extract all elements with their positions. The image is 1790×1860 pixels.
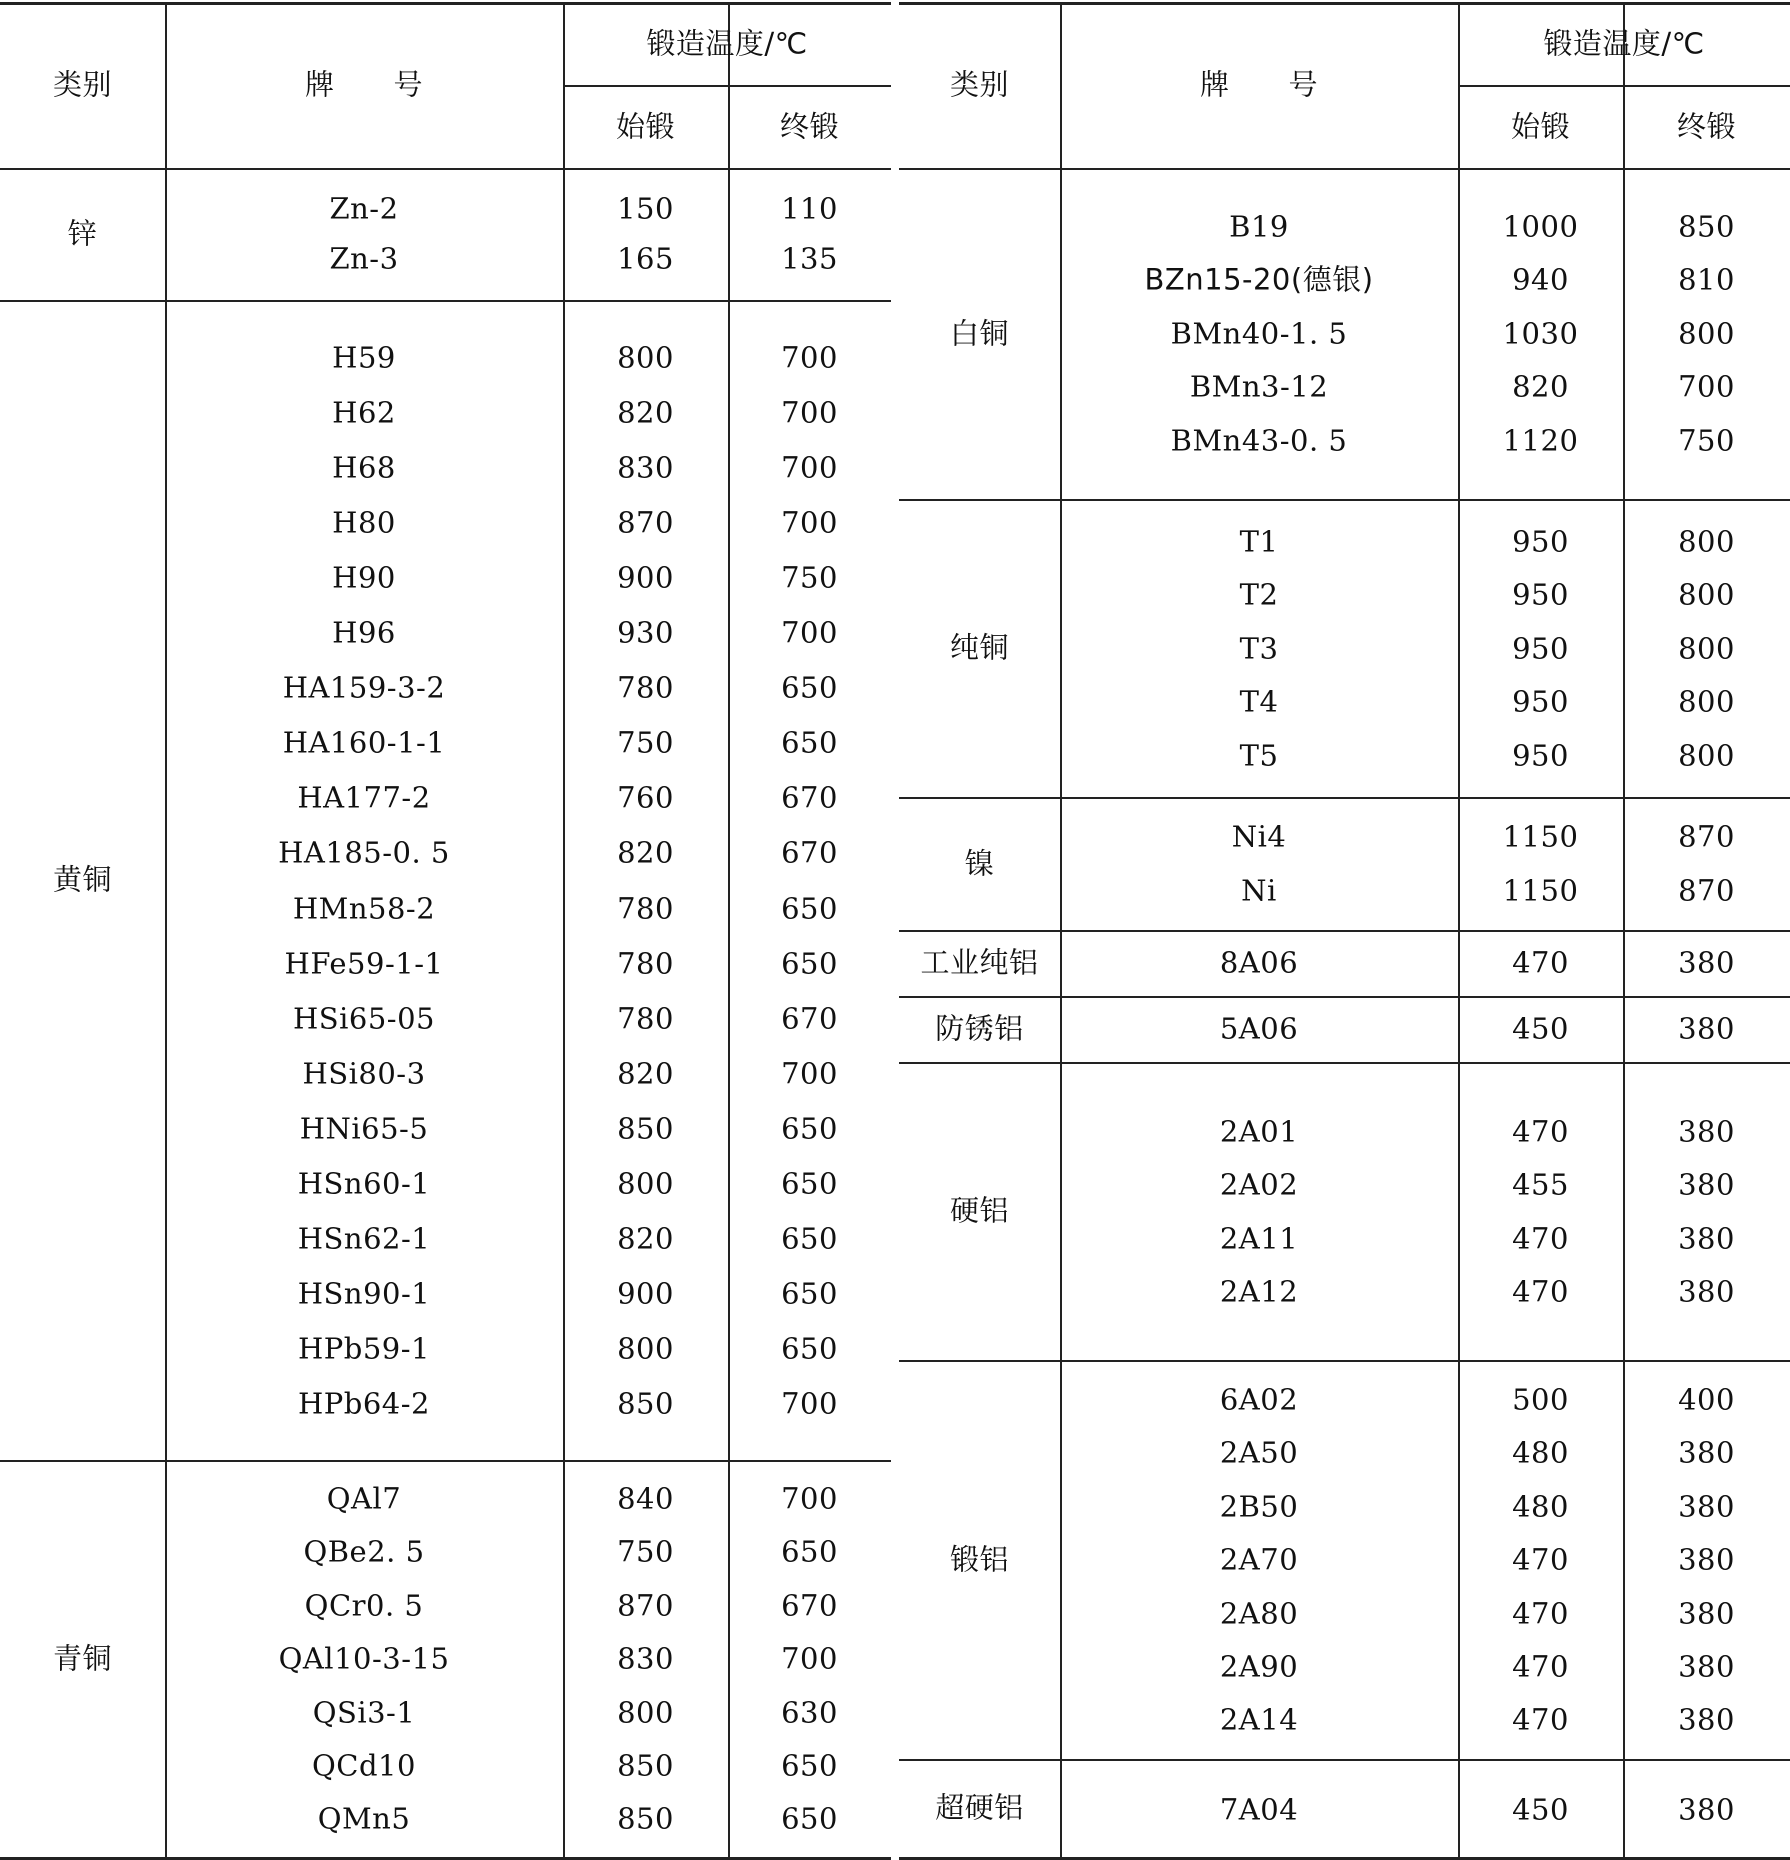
left-start-temp-cell: 850	[617, 1801, 674, 1836]
left-start-temp-cell: 760	[617, 780, 674, 815]
left-finish-temp-cell: 670	[781, 780, 838, 815]
left-grade-cell: HA185-0. 5	[278, 835, 450, 870]
left-finish-temp-cell: 650	[781, 891, 838, 925]
left-grade-cell: H59	[332, 340, 396, 375]
left-start-temp-cell: 800	[617, 340, 674, 375]
right-finish-temp-cell: 380	[1678, 1114, 1735, 1149]
header-bottom-rule	[0, 168, 891, 170]
right-start-temp-cell: 950	[1512, 577, 1569, 612]
left-finish-temp-cell: 650	[781, 1748, 838, 1783]
left-start-temp-cell: 165	[617, 241, 674, 276]
right-category-label: 硬铝	[949, 1193, 1010, 1228]
left-start-temp-cell: 830	[617, 1641, 674, 1676]
left-start-temp-cell: 850	[617, 1748, 674, 1783]
left-start-temp-cell: 820	[617, 835, 674, 870]
left-start-temp-cell: 150	[617, 191, 674, 226]
left-start-temp-cell: 750	[617, 725, 674, 760]
right-start-temp-cell: 450	[1512, 1792, 1569, 1827]
left-finish-temp-cell: 670	[781, 1001, 838, 1036]
right-start-temp-cell: 470	[1512, 1596, 1569, 1631]
left-finish-temp-cell: 650	[781, 670, 838, 705]
left-finish-temp-cell: 650	[781, 1221, 838, 1256]
left-start-temp-cell: 900	[617, 560, 674, 595]
left-finish-temp-cell: 110	[781, 191, 838, 226]
left-finish-temp-cell: 670	[781, 835, 838, 870]
right-grade-cell: 2A50	[1219, 1435, 1299, 1470]
right-grade-cell: 8A06	[1219, 945, 1299, 980]
right-header-grade: 牌 号	[1199, 67, 1319, 102]
left-start-temp-cell: 820	[617, 395, 674, 430]
right-grade-cell: BMn43-0. 5	[1170, 423, 1348, 458]
right-finish-temp-cell: 800	[1678, 684, 1735, 719]
right-grade-cell: Ni	[1241, 873, 1277, 908]
left-header-finish: 终锻	[779, 109, 840, 144]
left-grade-cell: Zn-2	[329, 191, 399, 226]
left-grade-cell: QSi3-1	[312, 1695, 416, 1730]
right-category-label: 锻铝	[949, 1542, 1010, 1576]
right-finish-temp-cell: 800	[1678, 577, 1735, 612]
left-finish-temp-cell: 700	[781, 615, 838, 650]
right-grade-cell: Ni4	[1231, 819, 1287, 854]
right-finish-temp-cell: 800	[1678, 524, 1735, 559]
left-finish-temp-cell: 135	[781, 241, 838, 276]
right-finish-temp-cell: 870	[1678, 873, 1735, 908]
right-finish-temp-cell: 380	[1678, 1792, 1735, 1827]
right-grade-cell: 2A12	[1219, 1274, 1299, 1309]
right-finish-temp-cell: 380	[1678, 1167, 1735, 1202]
right-finish-temp-cell: 380	[1678, 1702, 1735, 1737]
left-grade-cell: HA177-2	[297, 780, 431, 815]
right-finish-temp-cell: 380	[1678, 1649, 1735, 1684]
right-start-temp-cell: 480	[1512, 1435, 1569, 1470]
left-finish-temp-cell: 700	[781, 1386, 838, 1421]
left-start-temp-cell: 850	[617, 1386, 674, 1421]
right-category-label: 纯铜	[949, 630, 1010, 665]
right-header-forging-temp: 锻造温度/℃	[1543, 26, 1705, 61]
right-grade-cell: 2A11	[1219, 1221, 1299, 1256]
group-divider	[899, 996, 1790, 998]
left-category-label: 青铜	[52, 1641, 113, 1675]
right-finish-temp-cell: 870	[1678, 819, 1735, 854]
left-finish-temp-cell: 700	[781, 340, 838, 375]
right-grade-cell: T4	[1239, 684, 1279, 719]
right-start-temp-cell: 470	[1512, 1542, 1569, 1577]
left-finish-temp-cell: 700	[781, 1641, 838, 1676]
right-finish-temp-cell: 380	[1678, 945, 1735, 980]
left-header-grade: 牌 号	[304, 67, 424, 102]
group-divider	[0, 1460, 891, 1462]
left-finish-temp-cell: 650	[781, 725, 838, 760]
right-grade-cell: 6A02	[1219, 1382, 1299, 1417]
right-finish-temp-cell: 700	[1678, 369, 1735, 404]
group-divider	[899, 1759, 1790, 1761]
right-finish-temp-cell: 810	[1678, 262, 1735, 297]
top-border	[0, 2, 891, 5]
right-header-finish: 终锻	[1676, 109, 1737, 144]
left-start-temp-cell: 780	[617, 946, 674, 981]
right-start-temp-cell: 470	[1512, 1274, 1569, 1309]
right-start-temp-cell: 480	[1512, 1489, 1569, 1524]
right-grade-cell: T1	[1239, 524, 1279, 559]
left-grade-cell: HSn62-1	[297, 1221, 431, 1256]
right-start-temp-cell: 950	[1512, 738, 1569, 773]
right-category-label: 镍	[964, 846, 995, 880]
left-grade-cell: QBe2. 5	[303, 1534, 425, 1569]
right-finish-temp-cell: 380	[1678, 1011, 1735, 1046]
left-finish-temp-cell: 700	[781, 505, 838, 540]
left-start-temp-cell: 780	[617, 891, 674, 925]
left-start-temp-cell: 840	[617, 1481, 674, 1516]
right-grade-cell: T3	[1239, 631, 1279, 666]
left-grade-cell: HSn60-1	[297, 1166, 431, 1201]
left-finish-temp-cell: 750	[781, 560, 838, 595]
column-rule	[165, 2, 167, 1857]
right-start-temp-cell: 500	[1512, 1382, 1569, 1417]
left-grade-cell: HSi65-05	[292, 1001, 436, 1036]
left-finish-temp-cell: 650	[781, 1276, 838, 1311]
left-finish-temp-cell: 700	[781, 450, 838, 485]
group-divider	[899, 1360, 1790, 1362]
left-finish-temp-cell: 700	[781, 395, 838, 430]
left-grade-cell: HSn90-1	[297, 1276, 431, 1311]
header-bottom-rule	[899, 168, 1790, 170]
left-finish-temp-cell: 650	[781, 946, 838, 981]
right-start-temp-cell: 1120	[1502, 423, 1579, 458]
left-grade-cell: HSi80-3	[302, 1056, 426, 1091]
right-grade-cell: BMn3-12	[1189, 369, 1329, 404]
left-start-temp-cell: 800	[617, 1331, 674, 1366]
left-grade-cell: HA160-1-1	[282, 725, 446, 760]
right-finish-temp-cell: 850	[1678, 209, 1735, 244]
left-finish-temp-cell: 650	[781, 1331, 838, 1366]
left-category-label: 黄铜	[52, 862, 113, 897]
left-grade-cell: QAl7	[326, 1481, 402, 1516]
left-grade-cell: QMn5	[317, 1801, 411, 1836]
right-finish-temp-cell: 380	[1678, 1274, 1735, 1309]
right-finish-temp-cell: 380	[1678, 1435, 1735, 1470]
left-start-temp-cell: 820	[617, 1221, 674, 1256]
left-header-forging-temp: 锻造温度/℃	[646, 26, 808, 61]
left-grade-cell: HFe59-1-1	[284, 946, 444, 981]
right-start-temp-cell: 1150	[1502, 873, 1579, 908]
group-divider	[899, 930, 1790, 932]
right-category-label: 防锈铝	[935, 1011, 1024, 1046]
left-grade-cell: H90	[332, 560, 396, 595]
right-category-label: 工业纯铝	[920, 945, 1039, 980]
column-rule	[728, 2, 730, 1857]
right-header-category: 类别	[949, 67, 1010, 102]
top-border	[899, 2, 1790, 5]
right-grade-cell: 2A90	[1219, 1649, 1299, 1684]
left-grade-cell: QCd10	[312, 1748, 416, 1783]
left-finish-temp-cell: 650	[781, 1111, 838, 1146]
right-start-temp-cell: 820	[1512, 369, 1569, 404]
left-start-temp-cell: 930	[617, 615, 674, 650]
right-start-temp-cell: 470	[1512, 1221, 1569, 1256]
left-header-category: 类别	[52, 67, 113, 102]
right-start-temp-cell: 950	[1512, 684, 1569, 719]
right-grade-cell: BZn15-20(德银)	[1144, 262, 1374, 297]
left-finish-temp-cell: 630	[781, 1695, 838, 1730]
right-finish-temp-cell: 380	[1678, 1596, 1735, 1631]
left-start-temp-cell: 800	[617, 1166, 674, 1201]
left-finish-temp-cell: 650	[781, 1534, 838, 1569]
right-finish-temp-cell: 750	[1678, 423, 1735, 458]
right-finish-temp-cell: 800	[1678, 316, 1735, 351]
group-divider	[899, 499, 1790, 501]
right-finish-temp-cell: 400	[1678, 1382, 1735, 1417]
group-divider	[899, 797, 1790, 799]
right-start-temp-cell: 470	[1512, 1702, 1569, 1737]
right-grade-cell: 2A80	[1219, 1596, 1299, 1631]
right-start-temp-cell: 470	[1512, 1114, 1569, 1149]
left-grade-cell: QAl10-3-15	[278, 1641, 450, 1676]
right-grade-cell: 2B50	[1219, 1489, 1299, 1524]
left-grade-cell: HNi65-5	[299, 1111, 429, 1146]
left-start-temp-cell: 820	[617, 1056, 674, 1091]
left-grade-cell: H68	[332, 450, 396, 485]
right-start-temp-cell: 950	[1512, 631, 1569, 666]
left-start-temp-cell: 850	[617, 1111, 674, 1146]
left-start-temp-cell: 800	[617, 1695, 674, 1730]
left-finish-temp-cell: 650	[781, 1166, 838, 1201]
right-grade-cell: 2A70	[1219, 1542, 1299, 1577]
right-start-temp-cell: 470	[1512, 945, 1569, 980]
right-start-temp-cell: 450	[1512, 1011, 1569, 1046]
left-grade-cell: HA159-3-2	[282, 670, 446, 705]
right-start-temp-cell: 940	[1512, 262, 1569, 297]
right-grade-cell: 5A06	[1219, 1011, 1299, 1046]
left-start-temp-cell: 830	[617, 450, 674, 485]
right-category-label: 白铜	[949, 316, 1010, 350]
right-start-temp-cell: 1030	[1502, 316, 1579, 351]
left-grade-cell: HPb64-2	[297, 1386, 431, 1421]
right-grade-cell: 2A02	[1219, 1167, 1299, 1202]
left-grade-cell: H96	[332, 615, 396, 650]
right-start-temp-cell: 470	[1512, 1649, 1569, 1684]
left-grade-cell: HMn58-2	[292, 891, 436, 925]
right-finish-temp-cell: 800	[1678, 631, 1735, 666]
left-start-temp-cell: 750	[617, 1534, 674, 1569]
left-grade-cell: H80	[332, 505, 396, 540]
right-start-temp-cell: 950	[1512, 524, 1569, 559]
left-grade-cell: QCr0. 5	[304, 1588, 424, 1623]
left-start-temp-cell: 780	[617, 670, 674, 705]
right-finish-temp-cell: 380	[1678, 1489, 1735, 1524]
left-grade-cell: Zn-3	[329, 241, 399, 276]
group-divider	[899, 1062, 1790, 1064]
group-divider	[0, 300, 891, 302]
right-category-label: 超硬铝	[935, 1790, 1024, 1825]
right-grade-cell: B19	[1229, 209, 1289, 244]
right-finish-temp-cell: 380	[1678, 1542, 1735, 1577]
right-grade-cell: T5	[1239, 738, 1279, 773]
left-start-temp-cell: 780	[617, 1001, 674, 1036]
left-start-temp-cell: 870	[617, 505, 674, 540]
right-grade-cell: 2A14	[1219, 1702, 1299, 1737]
right-start-temp-cell: 1150	[1502, 819, 1579, 854]
left-start-temp-cell: 900	[617, 1276, 674, 1311]
right-finish-temp-cell: 380	[1678, 1221, 1735, 1256]
right-finish-temp-cell: 800	[1678, 738, 1735, 773]
left-grade-cell: HPb59-1	[297, 1331, 431, 1366]
right-grade-cell: T2	[1239, 577, 1279, 612]
right-header-start: 始锻	[1510, 109, 1571, 144]
right-start-temp-cell: 1000	[1502, 209, 1579, 244]
left-header-start: 始锻	[615, 109, 676, 144]
left-finish-temp-cell: 670	[781, 1588, 838, 1623]
right-grade-cell: 2A01	[1219, 1114, 1299, 1149]
left-start-temp-cell: 870	[617, 1588, 674, 1623]
right-grade-cell: 7A04	[1219, 1792, 1299, 1827]
left-category-label: 锌	[67, 216, 98, 251]
header-divider	[563, 85, 891, 87]
column-rule	[563, 2, 565, 1857]
left-finish-temp-cell: 650	[781, 1801, 838, 1836]
left-finish-temp-cell: 700	[781, 1056, 838, 1091]
right-start-temp-cell: 455	[1512, 1167, 1569, 1202]
left-grade-cell: H62	[332, 395, 396, 430]
left-finish-temp-cell: 700	[781, 1481, 838, 1516]
right-grade-cell: BMn40-1. 5	[1170, 316, 1348, 351]
